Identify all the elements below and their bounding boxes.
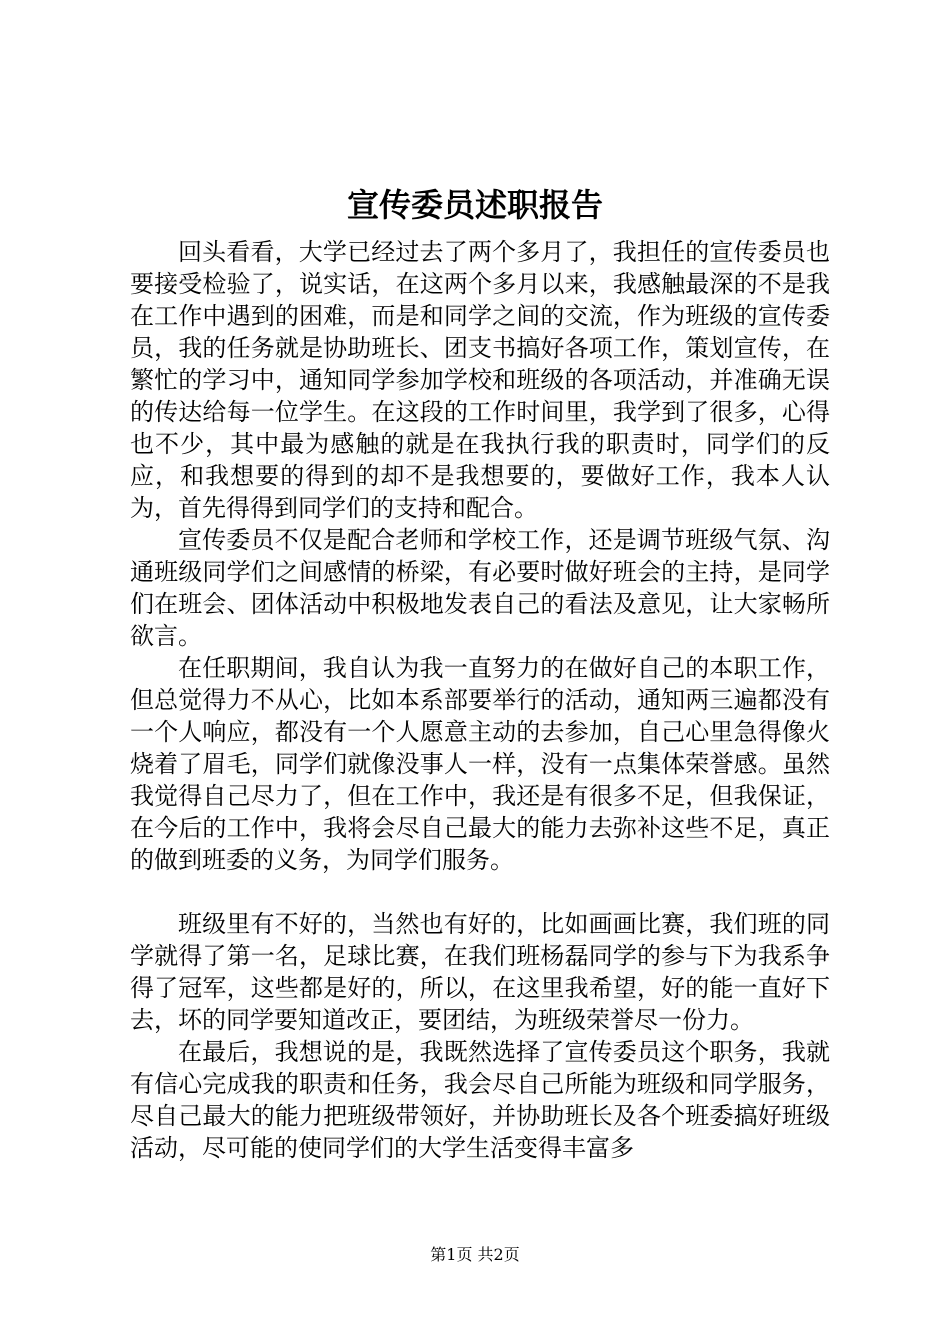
page-number-footer: 第1页 共2页 xyxy=(430,1245,520,1264)
paragraph-2: 宣传委员不仅是配合老师和学校工作，还是调节班级气氛、沟通班级同学们之间感情的桥梁，有必要时做好班会的主持，是同学们在班会、团体活动中积极地发表自己的看法及意见，让大家畅所欲言。 xyxy=(130,526,830,650)
document-title: 宣传委员述职报告 xyxy=(346,186,603,224)
paragraph-5: 在最后，我想说的是，我既然选择了宣传委员这个职务，我就有信心完成我的职责和任务，我会尽自己所能为班级和同学服务，尽自己最大的能力把班级带领好，并协助班长及各个班委搞好班级活动，尽可能的使同学们的大学生活变得丰富多 xyxy=(130,1038,830,1162)
paragraph-3: 在任职期间，我自认为我一直努力的在做好自己的本职工作，但总觉得力不从心，比如本系部要举行的活动，通知两三遍都没有一个人响应，都没有一个人愿意主动的去参加，自己心里急得像火烧着了眉毛，同学们就像没事人一样，没有一点集体荣誉感。虽然我觉得自己尽力了，但在工作中，我还是有很多不足，但我保证，在今后的工作中，我将会尽自己最大的能力去弥补这些不足，真正的做到班委的义务，为同学们服务。 xyxy=(130,654,830,874)
paragraph-4: 班级里有不好的，当然也有好的，比如画画比赛，我们班的同学就得了第一名，足球比赛，在我们班杨磊同学的参与下为我系争得了冠军，这些都是好的，所以，在这里我希望，好的能一直好下去，坏的同学要知道改正，要团结，为班级荣誉尽一份力。 xyxy=(130,910,830,1034)
paragraph-1: 回头看看，大学已经过去了两个多月了，我担任的宣传委员也要接受检验了，说实话，在这两个多月以来，我感触最深的不是我在工作中遇到的困难，而是和同学之间的交流，作为班级的宣传委员，我的任务就是协助班长、团支书搞好各项工作，策划宣传，在繁忙的学习中，通知同学参加学校和班级的各项活动，并准确无误的传达给每一位学生。在这段的工作时间里，我学到了很多，心得也不少，其中最为感触的就是在我执行我的职责时，同学们的反应，和我想要的得到的却不是我想要的，要做好工作，我本人认为，首先得得到同学们的支持和配合。 xyxy=(130,238,830,522)
document-body xyxy=(130,236,830,1164)
